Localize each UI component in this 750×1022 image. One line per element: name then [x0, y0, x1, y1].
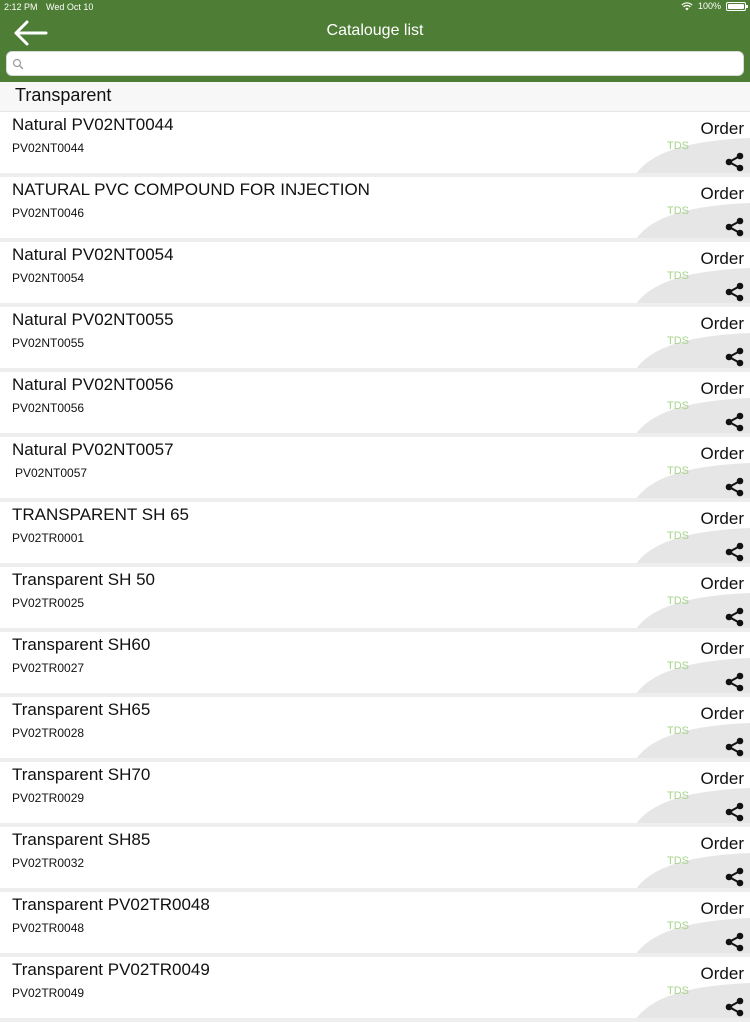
tds-link[interactable]: TDS — [667, 790, 689, 802]
item-name: Transparent SH85 — [12, 830, 151, 849]
item-code: PV02TR0025 — [12, 596, 85, 610]
item-name: Transparent SH60 — [12, 635, 151, 654]
share-icon[interactable] — [724, 412, 745, 432]
item-code: PV02TR0029 — [12, 791, 85, 805]
list-item[interactable] — [0, 502, 750, 567]
item-code: PV02NT0054 — [12, 271, 85, 285]
page-title: Catalouge list — [326, 22, 424, 39]
status-bar — [0, 0, 750, 14]
list-item[interactable] — [0, 567, 750, 632]
search-input[interactable] — [29, 54, 734, 73]
item-name: Natural PV02NT0044 — [12, 115, 174, 134]
item-code: PV02TR0028 — [12, 726, 85, 740]
status-time: 2:12 PM — [4, 2, 38, 12]
item-code: PV02NT0056 — [12, 401, 85, 415]
order-button[interactable]: Order — [700, 379, 744, 398]
item-name: Natural PV02NT0057 — [12, 440, 174, 459]
tds-link[interactable]: TDS — [667, 920, 689, 932]
list-item[interactable] — [0, 372, 750, 437]
share-icon[interactable] — [724, 997, 745, 1017]
list-item[interactable] — [0, 437, 750, 502]
share-icon[interactable] — [724, 607, 745, 627]
list-item[interactable] — [0, 892, 750, 957]
order-button[interactable]: Order — [700, 184, 744, 203]
tds-link[interactable]: TDS — [667, 660, 689, 672]
wifi-icon — [681, 2, 693, 11]
share-icon[interactable] — [724, 672, 745, 692]
battery-percent: 100% — [697, 1, 721, 11]
tds-link[interactable]: TDS — [667, 855, 689, 867]
list-item[interactable] — [0, 632, 750, 697]
item-name: TRANSPARENT SH 65 — [12, 505, 189, 524]
order-button[interactable]: Order — [700, 834, 744, 853]
order-button[interactable]: Order — [700, 119, 744, 138]
list-item[interactable] — [0, 827, 750, 892]
item-name: Transparent SH70 — [12, 765, 151, 784]
battery-icon — [726, 2, 746, 11]
order-button[interactable]: Order — [700, 639, 744, 658]
order-button[interactable]: Order — [700, 249, 744, 268]
status-right — [681, 1, 746, 11]
item-name: Natural PV02NT0056 — [12, 375, 174, 394]
share-icon[interactable] — [724, 217, 745, 237]
item-code: PV02NT0055 — [12, 336, 85, 350]
tds-link[interactable]: TDS — [667, 985, 689, 997]
share-icon[interactable] — [724, 867, 745, 887]
tds-link[interactable]: TDS — [667, 400, 689, 412]
order-button[interactable]: Order — [700, 964, 744, 983]
list-item[interactable] — [0, 762, 750, 827]
item-code: PV02NT0044 — [12, 141, 85, 155]
tds-link[interactable]: TDS — [667, 205, 689, 217]
share-icon[interactable] — [724, 477, 745, 497]
item-name: Transparent PV02TR0049 — [12, 960, 210, 979]
list-item[interactable] — [0, 307, 750, 372]
share-icon[interactable] — [724, 802, 745, 822]
tds-link[interactable]: TDS — [667, 270, 689, 282]
item-code: PV02TR0027 — [12, 661, 85, 675]
item-name: NATURAL PVC COMPOUND FOR INJECTION — [12, 180, 370, 199]
share-icon[interactable] — [724, 932, 745, 952]
item-name: Transparent PV02TR0048 — [12, 895, 210, 914]
item-code: PV02TR0049 — [12, 986, 85, 1000]
navigation-bar — [0, 0, 750, 82]
order-button[interactable]: Order — [700, 444, 744, 463]
search-icon — [12, 58, 24, 70]
list-item[interactable] — [0, 957, 750, 1022]
order-button[interactable]: Order — [700, 314, 744, 333]
order-button[interactable]: Order — [700, 769, 744, 788]
list-item[interactable] — [0, 242, 750, 307]
share-icon[interactable] — [724, 737, 745, 757]
item-code: PV02NT0057 — [15, 466, 88, 480]
list-item[interactable] — [0, 697, 750, 762]
tds-link[interactable]: TDS — [667, 595, 689, 607]
tds-link[interactable]: TDS — [667, 530, 689, 542]
item-name: Transparent SH65 — [12, 700, 151, 719]
order-button[interactable]: Order — [700, 574, 744, 593]
order-button[interactable]: Order — [700, 509, 744, 528]
section-header — [0, 82, 750, 112]
section-title: Transparent — [15, 85, 112, 105]
tds-link[interactable]: TDS — [667, 335, 689, 347]
status-date: Wed Oct 10 — [46, 2, 94, 12]
item-code: PV02TR0001 — [12, 531, 85, 545]
share-icon[interactable] — [724, 542, 745, 562]
share-icon[interactable] — [724, 152, 745, 172]
tds-link[interactable]: TDS — [667, 465, 689, 477]
list-item[interactable] — [0, 112, 750, 177]
order-button[interactable]: Order — [700, 899, 744, 918]
item-name: Natural PV02NT0055 — [12, 310, 174, 329]
list-item[interactable] — [0, 177, 750, 242]
tds-link[interactable]: TDS — [667, 140, 689, 152]
catalogue-list — [0, 112, 750, 1022]
tds-link[interactable]: TDS — [667, 725, 689, 737]
item-name: Transparent SH 50 — [12, 570, 155, 589]
search-bar[interactable] — [6, 51, 744, 76]
item-name: Natural PV02NT0054 — [12, 245, 174, 264]
share-icon[interactable] — [724, 347, 745, 367]
item-code: PV02TR0032 — [12, 856, 85, 870]
item-code: PV02NT0046 — [12, 206, 85, 220]
item-code: PV02TR0048 — [12, 921, 85, 935]
share-icon[interactable] — [724, 282, 745, 302]
order-button[interactable]: Order — [700, 704, 744, 723]
